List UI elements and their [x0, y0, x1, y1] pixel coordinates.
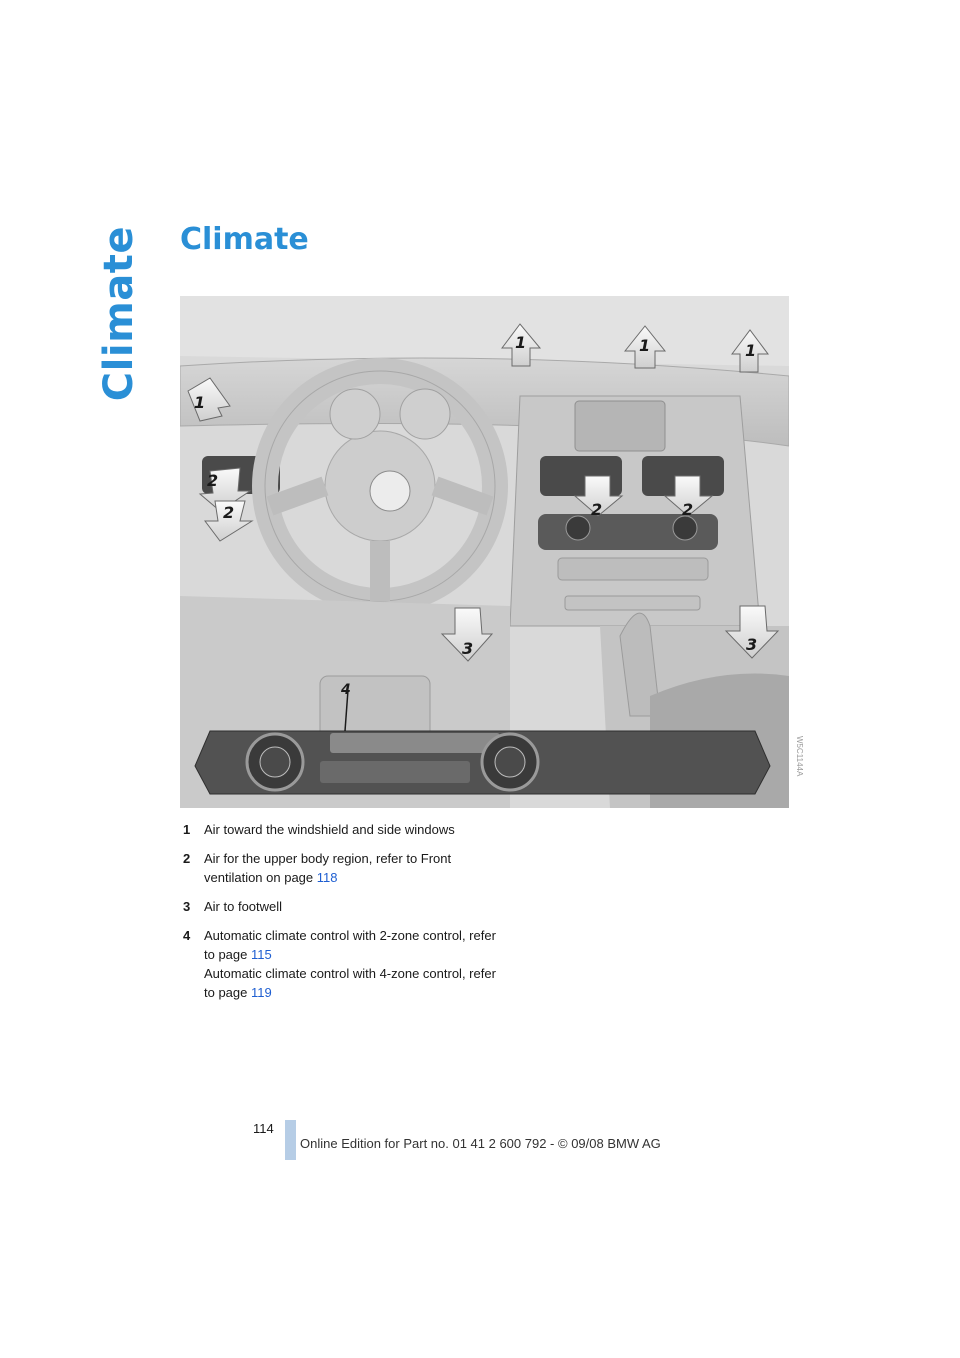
callout-1-center: 1	[515, 333, 527, 352]
page-number: 114	[253, 1121, 274, 1136]
callout-1-left: 1	[194, 393, 206, 412]
legend-item-3: 3 Air to footwell	[183, 899, 283, 914]
footer-bar	[285, 1120, 296, 1160]
climate-vents-illustration	[180, 296, 789, 808]
callout-2-left-lower: 2	[223, 503, 235, 522]
callout-3-right: 3	[746, 635, 758, 654]
footer-text: Online Edition for Part no. 01 41 2 600 792 - © 09/08 BMW AG	[300, 1136, 661, 1151]
callout-3-center: 3	[462, 639, 474, 658]
callout-2-left-upper: 2	[207, 471, 219, 490]
page-link-118[interactable]: 118	[316, 870, 338, 885]
callout-2-center-right: 2	[682, 500, 694, 519]
section-tab: Climate	[96, 226, 142, 402]
callout-2-center-left: 2	[591, 500, 603, 519]
legend-item-1: 1 Air toward the windshield and side windows	[183, 822, 455, 837]
page-title: Climate	[180, 222, 309, 257]
callout-1-far-right: 1	[745, 341, 757, 360]
callout-4: 4	[341, 682, 351, 698]
callout-1-right: 1	[639, 336, 651, 355]
figure-code: W5C1144A	[795, 736, 804, 777]
figure-legend	[183, 820, 503, 1012]
page-link-115[interactable]: 115	[251, 947, 272, 962]
legend-item-2: 2 Air for the upper body region, refer to Front ventilation on page 118	[183, 851, 452, 885]
legend-item-4: 4 Automatic climate control with 2-zone control, refer to page 115 Automatic climate control with 4-zone control, refer to page 119	[183, 928, 496, 1000]
page-link-119[interactable]: 119	[251, 985, 272, 1000]
